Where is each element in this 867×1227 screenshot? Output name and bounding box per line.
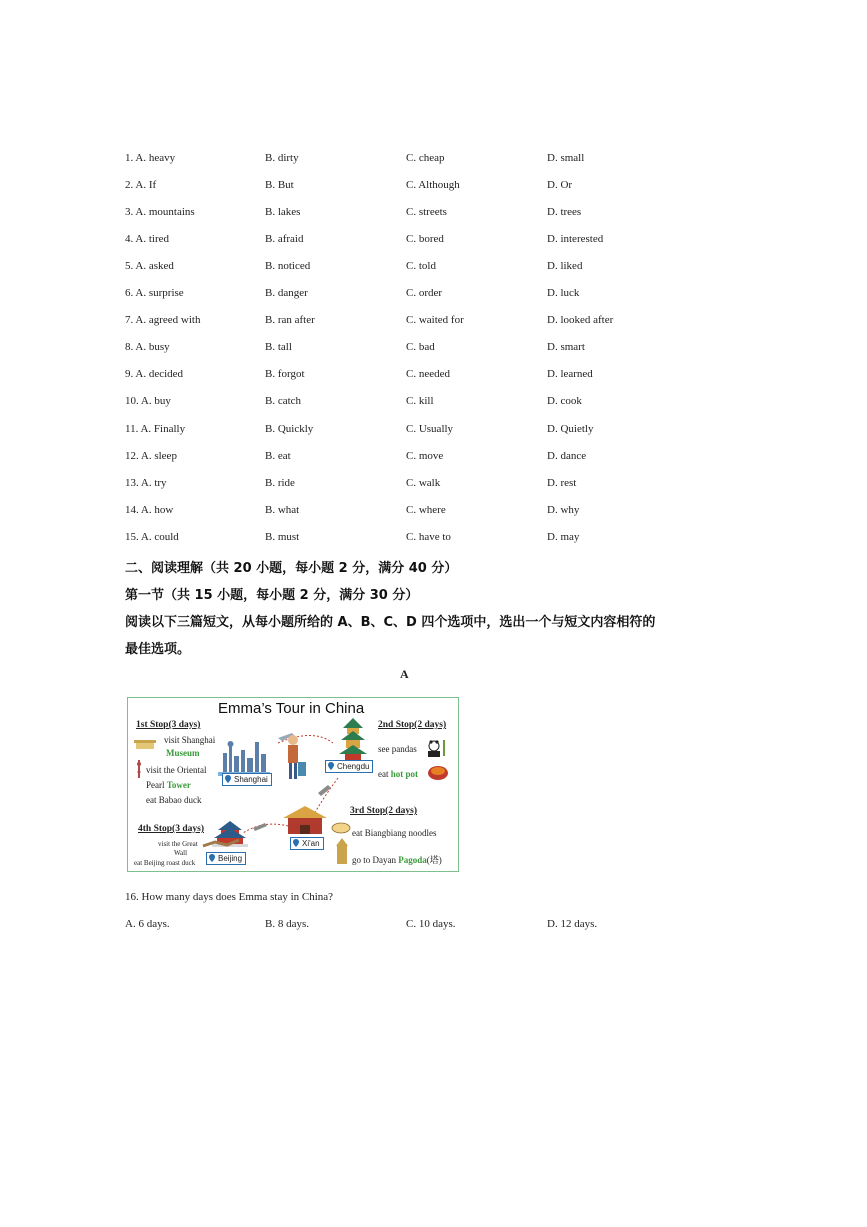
cloze-option-a[interactable]: 10. A. buy [125, 395, 171, 407]
city-label-beijing: Beijing [206, 852, 246, 865]
cloze-option-d[interactable]: D. dance [547, 450, 587, 462]
part-1-title: 第一节（共 15 小题，每小题 2 分，满分 30 分） [125, 588, 419, 603]
cloze-option-b[interactable]: B. ride [265, 477, 295, 489]
cloze-option-a[interactable]: 6. A. surprise [125, 287, 184, 299]
museum-icon [134, 740, 156, 749]
cloze-option-b[interactable]: B. eat [265, 450, 291, 462]
question-16-option-b[interactable]: B. 8 days. [265, 918, 309, 930]
stop-1-line-1: visit Shanghai [164, 735, 216, 745]
city-label-xian: Xi'an [290, 837, 324, 850]
cloze-option-d[interactable]: D. liked [547, 260, 583, 272]
cloze-option-c[interactable]: C. cheap [406, 152, 445, 164]
cloze-option-c[interactable]: C. needed [406, 368, 450, 380]
stop-1-line-4: Pearl Tower [146, 780, 191, 790]
cloze-option-c[interactable]: C. Although [406, 179, 460, 191]
hot-pot-icon [428, 766, 448, 780]
cloze-option-d[interactable]: D. small [547, 152, 585, 164]
question-16-option-d[interactable]: D. 12 days. [547, 918, 598, 930]
stop-1-line-3: visit the Oriental [146, 765, 207, 775]
cloze-option-b[interactable]: B. dirty [265, 152, 299, 164]
cloze-option-c[interactable]: C. move [406, 450, 444, 462]
cloze-option-d[interactable]: D. smart [547, 341, 585, 353]
cloze-option-d[interactable]: D. cook [547, 395, 582, 407]
stop-1-heading: 1st Stop(3 days) [136, 720, 201, 730]
stop-4-line-3: eat Beijing roast duck [134, 859, 196, 867]
cloze-option-c[interactable]: C. told [406, 260, 436, 272]
cloze-option-a[interactable]: 2. A. If [125, 179, 157, 191]
stop-1-line-2: Museum [166, 748, 200, 758]
city-label-shanghai: Shanghai [222, 773, 272, 786]
cloze-option-a[interactable]: 4. A. tired [125, 233, 169, 245]
traveler-icon [288, 735, 306, 779]
cloze-option-c[interactable]: C. order [406, 287, 443, 299]
section-2-title: 二、阅读理解（共 20 小题，每小题 2 分，满分 40 分） [125, 561, 458, 576]
cloze-option-b[interactable]: B. afraid [265, 233, 304, 245]
cloze-option-a[interactable]: 14. A. how [125, 504, 174, 516]
cloze-option-b[interactable]: B. Quickly [265, 423, 314, 435]
noodles-icon [332, 823, 350, 833]
cloze-option-b[interactable]: B. ran after [265, 314, 315, 326]
train-icon [318, 785, 331, 796]
cloze-option-c[interactable]: C. have to [406, 531, 451, 543]
cloze-option-d[interactable]: D. Quietly [547, 423, 594, 435]
cloze-option-c[interactable]: C. walk [406, 477, 441, 489]
cloze-option-b[interactable]: B. danger [265, 287, 308, 299]
cloze-option-a[interactable]: 15. A. could [125, 531, 179, 543]
cloze-option-c[interactable]: C. streets [406, 206, 447, 218]
stop-4-line-2: Wall [174, 849, 188, 857]
figure-title: Emma’s Tour in China [218, 700, 365, 717]
location-pin-icon [293, 839, 299, 847]
cloze-option-a[interactable]: 9. A. decided [125, 368, 184, 380]
stop-4-line-1: visit the Great [158, 840, 198, 848]
cloze-option-c[interactable]: C. bored [406, 233, 444, 245]
passage-label: A [400, 667, 409, 681]
location-pin-icon [225, 775, 231, 783]
cloze-option-a[interactable]: 3. A. mountains [125, 206, 195, 218]
cloze-option-b[interactable]: B. noticed [265, 260, 311, 272]
stop-3-heading: 3rd Stop(2 days) [350, 806, 418, 816]
question-16-option-c[interactable]: C. 10 days. [406, 918, 456, 930]
stop-2-line-2: eat hot pot [378, 769, 419, 779]
stop-3-line-2: go to Dayan Pagoda(塔) [352, 855, 442, 865]
cloze-option-a[interactable]: 12. A. sleep [125, 450, 177, 462]
cloze-option-b[interactable]: B. catch [265, 395, 302, 407]
stop-1-line-5: eat Babao duck [146, 795, 202, 805]
cloze-option-b[interactable]: B. tall [265, 341, 292, 353]
cloze-option-c[interactable]: C. kill [406, 395, 434, 407]
cloze-option-d[interactable]: D. why [547, 504, 580, 516]
cloze-option-b[interactable]: B. lakes [265, 206, 301, 218]
tour-map-figure [127, 697, 459, 872]
cloze-option-c[interactable]: C. Usually [406, 423, 454, 435]
cloze-option-a[interactable]: 5. A. asked [125, 260, 174, 272]
cloze-option-b[interactable]: B. must [265, 531, 300, 543]
pearl-tower-icon [137, 760, 141, 778]
cloze-option-a[interactable]: 8. A. busy [125, 341, 170, 353]
cloze-option-d[interactable]: D. interested [547, 233, 604, 245]
cloze-option-d[interactable]: D. may [547, 531, 580, 543]
question-16-option-a[interactable]: A. 6 days. [125, 918, 170, 930]
chengdu-pagoda-icon [339, 718, 367, 762]
dayan-pagoda-icon [336, 838, 348, 864]
cloze-option-d[interactable]: D. Or [547, 179, 573, 191]
stop-3-line-1: eat Biangbiang noodles [352, 828, 437, 838]
cloze-option-a[interactable]: 11. A. Finally [125, 423, 186, 435]
cloze-option-c[interactable]: C. where [406, 504, 446, 516]
cloze-option-d[interactable]: D. trees [547, 206, 582, 218]
panda-icon [428, 740, 445, 757]
stop-2-heading: 2nd Stop(2 days) [378, 720, 447, 730]
route-arrow-chengdu-xian [313, 778, 338, 816]
cloze-option-a[interactable]: 7. A. agreed with [125, 314, 201, 326]
cloze-option-b[interactable]: B. what [265, 504, 300, 516]
xian-gate-icon [283, 806, 327, 834]
cloze-option-d[interactable]: D. learned [547, 368, 593, 380]
instructions-line-2: 最佳选项。 [125, 642, 191, 657]
cloze-option-c[interactable]: C. bad [406, 341, 435, 353]
cloze-option-a[interactable]: 13. A. try [125, 477, 167, 489]
cloze-option-c[interactable]: C. waited for [406, 314, 464, 326]
cloze-option-d[interactable]: D. luck [547, 287, 580, 299]
instructions-line-1: 阅读以下三篇短文，从每小题所给的 A、B、C、D 四个选项中，选出一个与短文内容相符的 [125, 615, 656, 630]
cloze-option-d[interactable]: D. rest [547, 477, 577, 489]
cloze-option-b[interactable]: B. forgot [265, 368, 305, 380]
location-pin-icon [328, 762, 334, 770]
stop-4-heading: 4th Stop(3 days) [138, 824, 204, 834]
location-pin-icon [209, 854, 215, 862]
city-label-chengdu: Chengdu [325, 760, 373, 773]
stop-2-line-1: see pandas [378, 744, 417, 754]
cloze-option-d[interactable]: D. looked after [547, 314, 614, 326]
shanghai-skyline-icon [218, 741, 270, 776]
cloze-option-a[interactable]: 1. A. heavy [125, 152, 176, 164]
cloze-option-b[interactable]: B. But [265, 179, 294, 191]
